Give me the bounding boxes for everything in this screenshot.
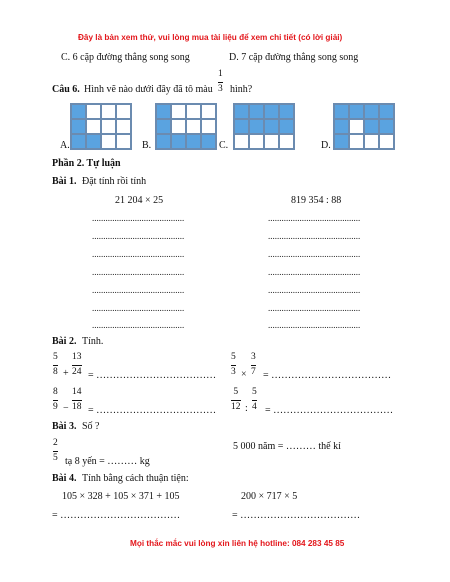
bai1-label: Bài 1. <box>52 176 77 187</box>
bai2-r1r-eq: = ……………………………… <box>263 370 392 381</box>
bai2-r2r-eq: = ……………………………… <box>265 405 394 416</box>
frac-den: 5 <box>53 452 58 463</box>
q6-option-a-grid <box>70 103 132 150</box>
frac-num: 5 <box>231 352 236 362</box>
grid-cell <box>171 104 186 119</box>
bai2-r2r-op: : <box>245 403 248 414</box>
grid-cell-shaded <box>334 134 349 149</box>
grid-cell-shaded <box>171 134 186 149</box>
grid-cell-shaded <box>86 134 101 149</box>
q6-text-after: hình? <box>230 84 253 95</box>
bai2-r1l-op: + <box>63 368 69 379</box>
grid-cell-shaded <box>264 119 279 134</box>
bai1-dot-line: ......................................... <box>92 249 185 259</box>
bai2-r2l-eq: = ……………………………… <box>88 405 217 416</box>
frac-num: 2 <box>53 438 58 448</box>
grid-cell <box>349 119 364 134</box>
q6-option-a-label: A. <box>60 140 70 151</box>
bai1-dot-line: ......................................... <box>92 303 185 313</box>
q6-option-d-grid <box>333 103 395 150</box>
part2-title: Phần 2. Tự luận <box>52 158 121 169</box>
bai1-dot-line: ......................................... <box>268 320 361 330</box>
bai4-expr-right: 200 × 717 × 5 <box>241 491 298 502</box>
grid-cell <box>349 134 364 149</box>
frac-num: 14 <box>72 387 82 397</box>
q6-fraction <box>218 70 223 94</box>
grid-cell <box>116 134 131 149</box>
bai2-text: Tính. <box>82 336 104 347</box>
bai2-r1r-frac-b <box>251 353 256 377</box>
grid-cell-shaded <box>379 119 394 134</box>
grid-cell <box>186 119 201 134</box>
q6-text: Hình vẽ nào dưới đây đã tô màu <box>84 84 213 95</box>
q6-option-c-label: C. <box>219 140 229 151</box>
bai3-frac <box>53 439 58 463</box>
frac-den: 7 <box>251 366 256 377</box>
grid-cell-shaded <box>249 104 264 119</box>
bai4-eq-left: = ……………………………… <box>52 510 181 521</box>
grid-cell <box>116 119 131 134</box>
grid-cell-shaded <box>379 104 394 119</box>
q6-option-b-grid <box>155 103 217 150</box>
frac-den: 8 <box>53 366 58 377</box>
header-banner: Đây là bản xem thử, vui lòng mua tài liệu để xem chi tiết (có lời giải) <box>78 33 343 42</box>
grid-cell-shaded <box>279 104 294 119</box>
bai2-r1r-frac-a <box>231 353 236 377</box>
grid-cell <box>201 104 216 119</box>
grid-cell <box>186 104 201 119</box>
q6-frac-den: 3 <box>218 83 223 94</box>
bai2-r1l-eq: = ……………………………… <box>88 370 217 381</box>
bai4-label: Bài 4. <box>52 473 77 484</box>
bai2-r2r-frac-a <box>231 388 241 412</box>
grid-cell <box>379 134 394 149</box>
bai2-r2l-frac-b <box>72 388 82 412</box>
frac-den: 12 <box>231 401 241 412</box>
frac-den: 3 <box>231 366 236 377</box>
bai3-left-rest: tạ 8 yến = ……… kg <box>65 456 150 467</box>
grid-cell-shaded <box>156 134 171 149</box>
bai1-dot-line: ......................................... <box>92 267 185 277</box>
bai4-eq-right: = ……………………………… <box>232 510 361 521</box>
q6-label: Câu 6. <box>52 84 80 95</box>
grid-cell <box>101 134 116 149</box>
bai1-dot-line: ......................................... <box>268 285 361 295</box>
bai2-r2l-frac-a <box>53 388 58 412</box>
grid-cell <box>86 104 101 119</box>
q5-option-d: D. 7 cặp đường thẳng song song <box>229 52 359 63</box>
grid-cell <box>86 119 101 134</box>
grid-cell-shaded <box>186 134 201 149</box>
footer-banner: Mọi thắc mắc vui lòng xin liên hệ hotline: 084 283 45 85 <box>130 539 345 548</box>
bai1-dot-line: ......................................... <box>268 303 361 313</box>
grid-cell-shaded <box>334 119 349 134</box>
grid-cell <box>101 119 116 134</box>
grid-cell-shaded <box>71 119 86 134</box>
grid-cell-shaded <box>349 104 364 119</box>
bai2-r1r-op: × <box>241 369 247 380</box>
bai3-right: 5 000 năm = ……… thế kỉ <box>233 441 341 452</box>
q6-option-d-label: D. <box>321 140 331 151</box>
bai1-dot-line: ......................................... <box>92 231 185 241</box>
bai4-expr-left: 105 × 328 + 105 × 371 + 105 <box>62 491 180 502</box>
grid-cell-shaded <box>364 119 379 134</box>
bai3-label: Bài 3. <box>52 421 77 432</box>
grid-cell-shaded <box>334 104 349 119</box>
bai2-r1l-frac-a <box>53 353 58 377</box>
frac-num: 5 <box>252 387 257 397</box>
frac-num: 5 <box>233 387 239 397</box>
frac-num: 13 <box>72 352 82 362</box>
frac-den: 24 <box>72 366 82 377</box>
q5-option-c: C. 6 cặp đường thẳng song song <box>61 52 190 63</box>
grid-cell <box>171 119 186 134</box>
q6-frac-num: 1 <box>218 69 223 79</box>
bai1-dot-line: ......................................... <box>268 213 361 223</box>
bai2-r2l-op: − <box>63 403 69 414</box>
frac-den: 4 <box>252 401 257 412</box>
frac-den: 9 <box>53 401 58 412</box>
q6-option-c-grid <box>233 103 295 150</box>
q6-option-b-label: B. <box>142 140 152 151</box>
grid-cell <box>279 134 294 149</box>
bai1-dot-line: ......................................... <box>92 285 185 295</box>
grid-cell <box>234 134 249 149</box>
grid-cell-shaded <box>71 134 86 149</box>
bai1-dot-line: ......................................... <box>92 213 185 223</box>
grid-cell-shaded <box>156 104 171 119</box>
frac-num: 3 <box>251 352 256 362</box>
bai3-text: Số ? <box>82 421 100 432</box>
grid-cell-shaded <box>249 119 264 134</box>
bai1-text: Đặt tính rồi tính <box>82 176 147 187</box>
grid-cell-shaded <box>201 134 216 149</box>
grid-cell <box>101 104 116 119</box>
grid-cell <box>116 104 131 119</box>
bai1-dot-line: ......................................... <box>268 231 361 241</box>
grid-cell-shaded <box>264 104 279 119</box>
bai1-expr-left: 21 204 × 25 <box>115 195 164 206</box>
bai1-dot-line: ......................................... <box>92 320 185 330</box>
grid-cell <box>364 134 379 149</box>
bai2-label: Bài 2. <box>52 336 77 347</box>
grid-cell-shaded <box>234 119 249 134</box>
bai2-r1l-frac-b <box>72 353 82 377</box>
bai1-dot-line: ......................................... <box>268 267 361 277</box>
grid-cell-shaded <box>234 104 249 119</box>
grid-cell <box>249 134 264 149</box>
bai1-expr-right: 819 354 : 88 <box>291 195 342 206</box>
grid-cell-shaded <box>364 104 379 119</box>
frac-num: 8 <box>53 387 58 397</box>
frac-num: 5 <box>53 352 58 362</box>
frac-den: 18 <box>72 401 82 412</box>
grid-cell <box>264 134 279 149</box>
grid-cell-shaded <box>156 119 171 134</box>
bai2-r2r-frac-b <box>252 388 257 412</box>
grid-cell-shaded <box>71 104 86 119</box>
grid-cell <box>201 119 216 134</box>
grid-cell-shaded <box>279 119 294 134</box>
bai1-dot-line: ......................................... <box>268 249 361 259</box>
bai4-text: Tính bằng cách thuận tiện: <box>82 473 189 484</box>
